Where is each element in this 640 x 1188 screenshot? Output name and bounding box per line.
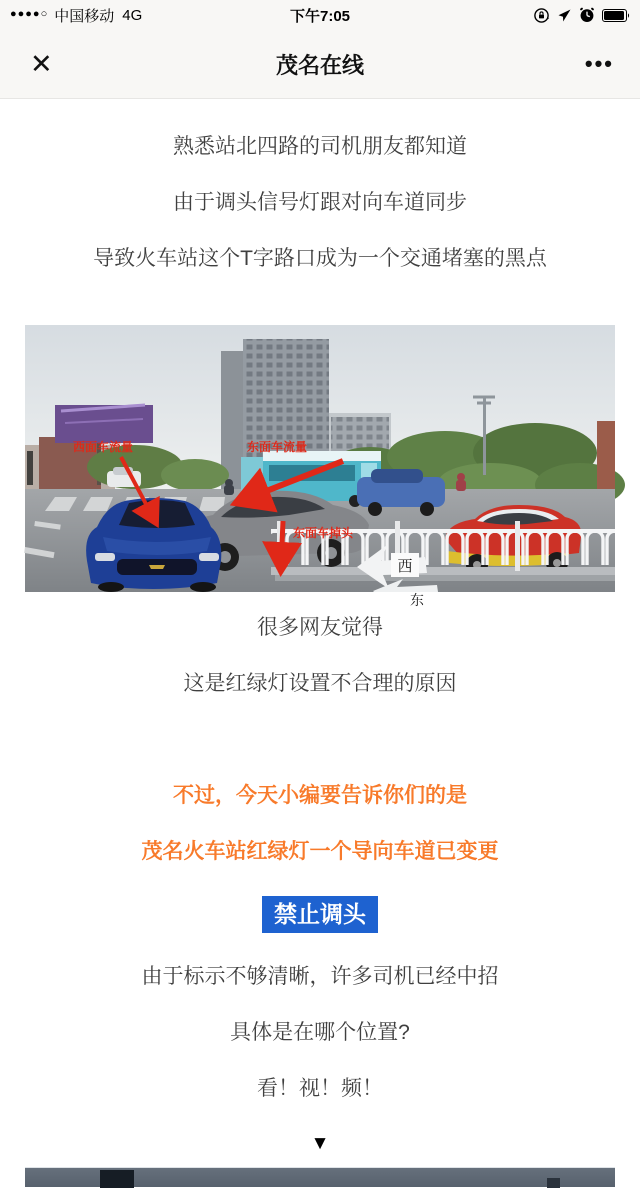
annotation-east-flow: 东面车流量 bbox=[247, 440, 308, 454]
video-thumbnail-detail bbox=[547, 1178, 560, 1188]
ellipsis-icon: ••• bbox=[584, 51, 614, 76]
article-body bbox=[0, 135, 640, 1187]
paragraph: 由于标示不够清晰，许多司机已经中招 bbox=[141, 965, 499, 989]
paragraph: 由于调头信号灯跟对向车道同步 bbox=[173, 191, 467, 214]
close-button[interactable] bbox=[0, 48, 70, 79]
status-bar bbox=[0, 0, 640, 30]
signal-strength-icon: ●●●●○ bbox=[10, 8, 49, 20]
more-menu-button[interactable] bbox=[585, 53, 640, 75]
status-right bbox=[533, 7, 632, 24]
video-thumbnail[interactable] bbox=[25, 1167, 615, 1187]
network-type-label: 4G bbox=[122, 6, 143, 24]
alarm-icon bbox=[579, 7, 595, 23]
nav-bar bbox=[0, 30, 640, 99]
carrier-label: 中国移动 bbox=[54, 7, 115, 25]
paragraph: 熟悉站北四路的司机朋友都知道 bbox=[173, 135, 467, 158]
close-icon: ✕ bbox=[30, 48, 53, 79]
annotation-west-flow: 西面车流量 bbox=[73, 440, 134, 454]
location-icon bbox=[557, 8, 572, 23]
paragraph: 这是红绿灯设置不合理的原因 bbox=[183, 672, 457, 695]
down-triangle-icon: ▼ bbox=[310, 1133, 330, 1155]
clock-label: 下午7:05 bbox=[289, 7, 351, 25]
page-title: 茂名在线 bbox=[275, 52, 364, 78]
video-thumbnail-pole bbox=[100, 1170, 134, 1188]
paragraph: 具体是在哪个位置? bbox=[230, 1021, 410, 1045]
orientation-lock-icon bbox=[533, 7, 550, 24]
battery-icon bbox=[602, 9, 630, 22]
annotation-east-uturn: 东面车掉头 bbox=[293, 526, 354, 540]
highlight-paragraph: 不过，今天小编要告诉你们的是 bbox=[173, 784, 467, 807]
paragraph: 导致火车站这个T字路口成为一个交通堵塞的黑点 bbox=[93, 247, 547, 270]
road-arrow-east-label: 东 bbox=[410, 592, 424, 608]
paragraph: 很多网友觉得 bbox=[257, 616, 383, 639]
road-arrow-west-label: 西 bbox=[397, 558, 413, 575]
status-left bbox=[8, 5, 142, 26]
intersection-photo[interactable] bbox=[25, 325, 615, 608]
no-uturn-badge: 禁止调头 bbox=[262, 896, 378, 933]
badge-line bbox=[25, 896, 615, 933]
paragraph: 看！视！频！ bbox=[257, 1077, 383, 1101]
highlight-paragraph: 茂名火车站红绿灯一个导向车道已变更 bbox=[141, 840, 499, 863]
